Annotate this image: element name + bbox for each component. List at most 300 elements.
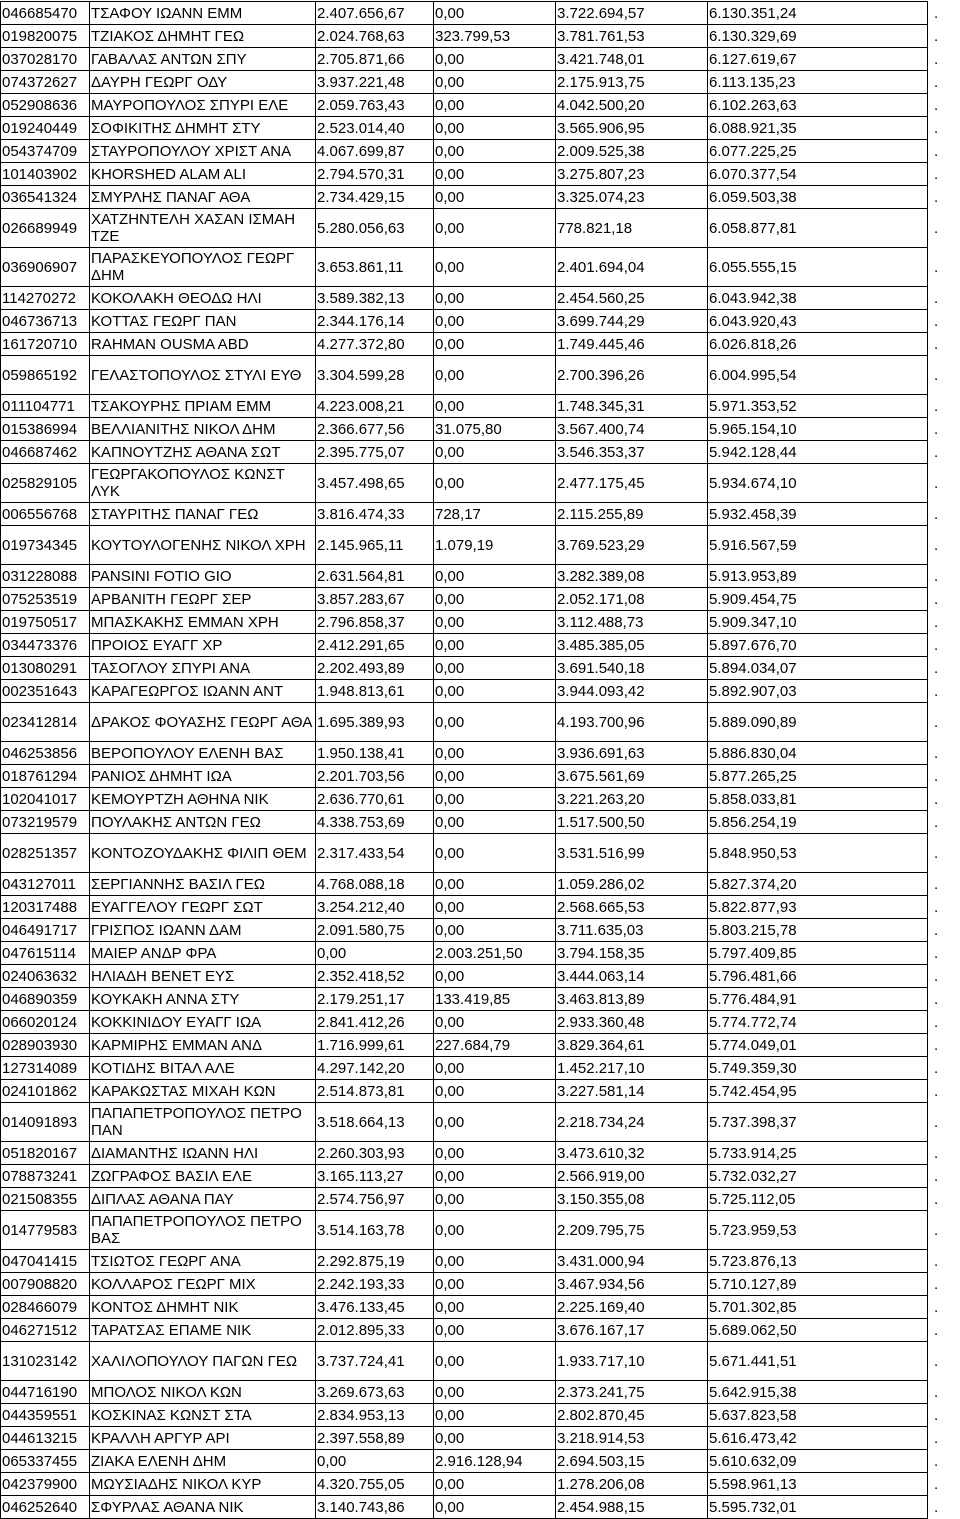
amount-2-cell: 0,00 xyxy=(434,1211,556,1250)
amount-1-cell: 3.254.212,40 xyxy=(316,896,434,919)
afm-cell: 042379900 xyxy=(1,1473,90,1496)
amount-1-cell: 0,00 xyxy=(316,942,434,965)
total-cell: 5.733.914,25 xyxy=(708,1142,928,1165)
amount-2-cell: 0,00 xyxy=(434,1319,556,1342)
table-row xyxy=(1,1473,958,1496)
amount-2-cell: 2.916.128,94 xyxy=(434,1450,556,1473)
total-cell: 5.934.674,10 xyxy=(708,464,928,503)
amount-1-cell: 2.395.775,07 xyxy=(316,441,434,464)
afm-cell: 101403902 xyxy=(1,163,90,186)
amount-2-cell: 0,00 xyxy=(434,287,556,310)
total-cell: 5.689.062,50 xyxy=(708,1319,928,1342)
total-cell: 5.742.454,95 xyxy=(708,1080,928,1103)
amount-1-cell: 4.338.753,69 xyxy=(316,811,434,834)
total-cell: 5.889.090,89 xyxy=(708,703,928,742)
amount-1-cell: 3.518.664,13 xyxy=(316,1103,434,1142)
table-row xyxy=(1,395,958,418)
amount-3-cell: 3.936.691,63 xyxy=(556,742,708,765)
table-row xyxy=(1,565,958,588)
name-cell: ΜΠΟΛΟΣ ΝΙΚΟΛ ΚΩΝ xyxy=(90,1381,316,1404)
table-row xyxy=(1,441,958,464)
name-cell: ΜΩΥΣΙΑΔΗΣ ΝΙΚΟΛ ΚΥΡ xyxy=(90,1473,316,1496)
table-row xyxy=(1,186,958,209)
amount-1-cell: 2.796.858,37 xyxy=(316,611,434,634)
total-cell: 6.070.377,54 xyxy=(708,163,928,186)
dot-cell: . xyxy=(934,944,939,962)
amount-1-cell: 2.734.429,15 xyxy=(316,186,434,209)
table-row xyxy=(1,742,958,765)
amount-3-cell: 3.944.093,42 xyxy=(556,680,708,703)
amount-2-cell: 0,00 xyxy=(434,1273,556,1296)
total-cell: 6.059.503,38 xyxy=(708,186,928,209)
table-row xyxy=(1,1034,958,1057)
amount-2-cell: 0,00 xyxy=(434,441,556,464)
name-cell: ΠΟΥΛΑΚΗΣ ΑΝΤΩΝ ΓΕΩ xyxy=(90,811,316,834)
total-cell: 6.043.920,43 xyxy=(708,310,928,333)
amount-3-cell: 3.676.167,17 xyxy=(556,1319,708,1342)
amount-1-cell: 2.201.703,56 xyxy=(316,765,434,788)
afm-cell: 131023142 xyxy=(1,1342,90,1381)
dot-cell: . xyxy=(934,744,939,762)
dot-cell: . xyxy=(934,1113,939,1131)
name-cell: ΚΟΤΤΑΣ ΓΕΩΡΓ ΠΑΝ xyxy=(90,310,316,333)
name-cell: ΔΡΑΚΟΣ ΦΟΥΑΣΗΣ ΓΕΩΡΓ ΑΘΑ xyxy=(90,703,316,742)
afm-cell: 031228088 xyxy=(1,565,90,588)
total-cell: 5.749.359,30 xyxy=(708,1057,928,1080)
amount-1-cell: 2.091.580,75 xyxy=(316,919,434,942)
amount-1-cell: 2.317.433,54 xyxy=(316,834,434,873)
amount-2-cell: 0,00 xyxy=(434,873,556,896)
name-cell: ΣΟΦΙΚΙΤΗΣ ΔΗΜΗΤ ΣΤΥ xyxy=(90,117,316,140)
amount-3-cell: 3.221.263,20 xyxy=(556,788,708,811)
table-row xyxy=(1,1250,958,1273)
dot-cell: . xyxy=(934,1298,939,1316)
total-cell: 5.942.128,44 xyxy=(708,441,928,464)
amount-3-cell: 3.711.635,03 xyxy=(556,919,708,942)
total-cell: 5.723.959,53 xyxy=(708,1211,928,1250)
name-cell: ΤΑΣΟΓΛΟΥ ΣΠΥΡΙ ΑΝΑ xyxy=(90,657,316,680)
table-row xyxy=(1,965,958,988)
name-cell: ΑΡΒΑΝΙΤΗ ΓΕΩΡΓ ΣΕΡ xyxy=(90,588,316,611)
amount-3-cell: 1.059.286,02 xyxy=(556,873,708,896)
afm-cell: 011104771 xyxy=(1,395,90,418)
total-cell: 5.858.033,81 xyxy=(708,788,928,811)
total-cell: 5.827.374,20 xyxy=(708,873,928,896)
name-cell: ΤΣΙΩΤΟΣ ΓΕΩΡΓ ΑΝΑ xyxy=(90,1250,316,1273)
amount-1-cell: 0,00 xyxy=(316,1450,434,1473)
table-row xyxy=(1,1381,958,1404)
total-cell: 5.710.127,89 xyxy=(708,1273,928,1296)
total-cell: 6.058.877,81 xyxy=(708,209,928,248)
name-cell: ΠΑΠΑΠΕΤΡΟΠΟΥΛΟΣ ΠΕΤΡΟ ΠΑΝ xyxy=(90,1103,316,1142)
afm-cell: 043127011 xyxy=(1,873,90,896)
afm-cell: 066020124 xyxy=(1,1011,90,1034)
amount-1-cell: 2.412.291,65 xyxy=(316,634,434,657)
amount-1-cell: 1.695.389,93 xyxy=(316,703,434,742)
amount-3-cell: 2.218.734,24 xyxy=(556,1103,708,1142)
dot-cell: . xyxy=(934,1082,939,1100)
name-cell: ΣΦΥΡΛΑΣ ΑΘΑΝΑ ΝΙΚ xyxy=(90,1496,316,1519)
afm-cell: 046685470 xyxy=(1,2,90,25)
afm-cell: 059865192 xyxy=(1,356,90,395)
amount-3-cell: 3.431.000,94 xyxy=(556,1250,708,1273)
dot-cell: . xyxy=(934,1498,939,1516)
dot-cell: . xyxy=(934,636,939,654)
dot-cell: . xyxy=(934,1036,939,1054)
dot-cell: . xyxy=(934,96,939,114)
amount-2-cell: 0,00 xyxy=(434,834,556,873)
amount-2-cell: 0,00 xyxy=(434,117,556,140)
afm-cell: 120317488 xyxy=(1,896,90,919)
amount-1-cell: 3.304.599,28 xyxy=(316,356,434,395)
afm-cell: 021508355 xyxy=(1,1188,90,1211)
dot-cell: . xyxy=(934,73,939,91)
amount-3-cell: 2.700.396,26 xyxy=(556,356,708,395)
total-cell: 5.822.877,93 xyxy=(708,896,928,919)
dot-cell: . xyxy=(934,1221,939,1239)
name-cell: ΣΜΥΡΛΗΣ ΠΑΝΑΓ ΑΘΑ xyxy=(90,186,316,209)
dot-cell: . xyxy=(934,188,939,206)
name-cell: ΣΤΑΥΡΟΠΟΥΛΟΥ ΧΡΙΣΤ ΑΝΑ xyxy=(90,140,316,163)
afm-cell: 028903930 xyxy=(1,1034,90,1057)
amount-3-cell: 2.401.694,04 xyxy=(556,248,708,287)
name-cell: ΒΕΛΛΙΑΝΙΤΗΣ ΝΙΚΟΛ ΔΗΜ xyxy=(90,418,316,441)
amount-1-cell: 1.948.813,61 xyxy=(316,680,434,703)
amount-1-cell: 3.589.382,13 xyxy=(316,287,434,310)
amount-3-cell: 2.209.795,75 xyxy=(556,1211,708,1250)
amount-2-cell: 0,00 xyxy=(434,611,556,634)
amount-2-cell: 0,00 xyxy=(434,765,556,788)
name-cell: ΔΑΥΡΗ ΓΕΩΡΓ ΟΔΥ xyxy=(90,71,316,94)
amount-2-cell: 0,00 xyxy=(434,1057,556,1080)
amount-3-cell: 2.454.560,25 xyxy=(556,287,708,310)
total-cell: 5.725.112,05 xyxy=(708,1188,928,1211)
total-cell: 5.971.353,52 xyxy=(708,395,928,418)
amount-1-cell: 2.841.412,26 xyxy=(316,1011,434,1034)
table-row xyxy=(1,163,958,186)
table-row xyxy=(1,788,958,811)
name-cell: ΚΟΝΤΟΖΟΥΔΑΚΗΣ ΦΙΛΙΠ ΘΕΜ xyxy=(90,834,316,873)
amount-3-cell: 2.225.169,40 xyxy=(556,1296,708,1319)
table-row xyxy=(1,1450,958,1473)
name-cell: ΧΑΛΙΛΟΠΟΥΛΟΥ ΠΑΓΩΝ ΓΕΩ xyxy=(90,1342,316,1381)
total-cell: 5.610.632,09 xyxy=(708,1450,928,1473)
dot-cell: . xyxy=(934,682,939,700)
afm-cell: 074372627 xyxy=(1,71,90,94)
amount-2-cell: 0,00 xyxy=(434,140,556,163)
afm-cell: 036906907 xyxy=(1,248,90,287)
amount-3-cell: 3.275.807,23 xyxy=(556,163,708,186)
amount-1-cell: 2.179.251,17 xyxy=(316,988,434,1011)
amount-3-cell: 3.473.610,32 xyxy=(556,1142,708,1165)
amount-1-cell: 2.059.763,43 xyxy=(316,94,434,117)
table-row xyxy=(1,703,958,742)
amount-2-cell: 0,00 xyxy=(434,186,556,209)
amount-2-cell: 0,00 xyxy=(434,356,556,395)
dot-cell: . xyxy=(934,165,939,183)
amount-2-cell: 1.079,19 xyxy=(434,526,556,565)
amount-3-cell: 1.933.717,10 xyxy=(556,1342,708,1381)
amount-2-cell: 227.684,79 xyxy=(434,1034,556,1057)
dot-cell: . xyxy=(934,219,939,237)
dot-cell: . xyxy=(934,1352,939,1370)
afm-cell: 019750517 xyxy=(1,611,90,634)
table-row xyxy=(1,140,958,163)
name-cell: ΔΙΠΛΑΣ ΑΘΑΝΑ ΠΑΥ xyxy=(90,1188,316,1211)
amount-2-cell: 0,00 xyxy=(434,703,556,742)
dot-cell: . xyxy=(934,713,939,731)
name-cell: ΠΑΡΑΣΚΕΥΟΠΟΥΛΟΣ ΓΕΩΡΓ ΔΗΜ xyxy=(90,248,316,287)
table-row xyxy=(1,1011,958,1034)
total-cell: 5.637.823,58 xyxy=(708,1404,928,1427)
name-cell: ΒΕΡΟΠΟΥΛΟΥ ΕΛΕΝΗ ΒΑΣ xyxy=(90,742,316,765)
dot-cell: . xyxy=(934,289,939,307)
amount-3-cell: 1.749.445,46 xyxy=(556,333,708,356)
amount-2-cell: 728,17 xyxy=(434,503,556,526)
amount-1-cell: 3.653.861,11 xyxy=(316,248,434,287)
afm-cell: 075253519 xyxy=(1,588,90,611)
amount-3-cell: 2.694.503,15 xyxy=(556,1450,708,1473)
afm-cell: 065337455 xyxy=(1,1450,90,1473)
name-cell: ΚΑΠΝΟΥΤΖΗΣ ΑΘΑΝΑ ΣΩΤ xyxy=(90,441,316,464)
afm-cell: 161720710 xyxy=(1,333,90,356)
amount-1-cell: 2.407.656,67 xyxy=(316,2,434,25)
amount-2-cell: 31.075,80 xyxy=(434,418,556,441)
total-cell: 5.642.915,38 xyxy=(708,1381,928,1404)
amount-3-cell: 3.150.355,08 xyxy=(556,1188,708,1211)
table-row xyxy=(1,919,958,942)
amount-2-cell: 0,00 xyxy=(434,965,556,988)
afm-cell: 054374709 xyxy=(1,140,90,163)
afm-cell: 034473376 xyxy=(1,634,90,657)
table-row xyxy=(1,634,958,657)
table-row xyxy=(1,356,958,395)
amount-1-cell: 3.269.673,63 xyxy=(316,1381,434,1404)
name-cell: ΚΑΡΜΙΡΗΣ ΕΜΜΑΝ ΑΝΔ xyxy=(90,1034,316,1057)
table-row xyxy=(1,896,958,919)
amount-3-cell: 1.278.206,08 xyxy=(556,1473,708,1496)
amount-3-cell: 3.227.581,14 xyxy=(556,1080,708,1103)
name-cell: ΤΣΑΦΟΥ ΙΩΑΝΝ ΕΜΜ xyxy=(90,2,316,25)
amount-1-cell: 2.260.303,93 xyxy=(316,1142,434,1165)
amount-3-cell: 2.933.360,48 xyxy=(556,1011,708,1034)
afm-cell: 026689949 xyxy=(1,209,90,248)
afm-cell: 047615114 xyxy=(1,942,90,965)
dot-cell: . xyxy=(934,420,939,438)
afm-cell: 114270272 xyxy=(1,287,90,310)
amount-3-cell: 3.691.540,18 xyxy=(556,657,708,680)
name-cell: ΚΑΡΑΓΕΩΡΓΟΣ ΙΩΑΝΝ ΑΝΤ xyxy=(90,680,316,703)
table-row xyxy=(1,1188,958,1211)
dot-cell: . xyxy=(934,790,939,808)
name-cell: ΣΤΑΥΡΙΤΗΣ ΠΑΝΑΓ ΓΕΩ xyxy=(90,503,316,526)
dot-cell: . xyxy=(934,27,939,45)
amount-2-cell: 0,00 xyxy=(434,1250,556,1273)
amount-3-cell: 1.452.217,10 xyxy=(556,1057,708,1080)
amount-1-cell: 2.636.770,61 xyxy=(316,788,434,811)
dot-cell: . xyxy=(934,1275,939,1293)
afm-cell: 015386994 xyxy=(1,418,90,441)
amount-2-cell: 0,00 xyxy=(434,163,556,186)
table-row xyxy=(1,1342,958,1381)
amount-2-cell: 0,00 xyxy=(434,1142,556,1165)
amount-2-cell: 0,00 xyxy=(434,1011,556,1034)
dot-cell: . xyxy=(934,898,939,916)
total-cell: 5.723.876,13 xyxy=(708,1250,928,1273)
amount-3-cell: 3.325.074,23 xyxy=(556,186,708,209)
name-cell: ΠΑΠΑΠΕΤΡΟΠΟΥΛΟΣ ΠΕΤΡΟ ΒΑΣ xyxy=(90,1211,316,1250)
dot-cell: . xyxy=(934,659,939,677)
name-cell: ΧΑΤΖΗΝΤΕΛΗ ΧΑΣΑΝ ΙΣΜΑΗ ΤΖΕ xyxy=(90,209,316,248)
amount-2-cell: 0,00 xyxy=(434,48,556,71)
afm-cell: 046736713 xyxy=(1,310,90,333)
amount-2-cell: 0,00 xyxy=(434,464,556,503)
table-row xyxy=(1,1404,958,1427)
table-row xyxy=(1,1211,958,1250)
table-row xyxy=(1,503,958,526)
amount-3-cell: 3.565.906,95 xyxy=(556,117,708,140)
afm-cell: 028251357 xyxy=(1,834,90,873)
name-cell: ΚΟΥΚΑΚΗ ΑΝΝΑ ΣΤΥ xyxy=(90,988,316,1011)
amount-3-cell: 3.769.523,29 xyxy=(556,526,708,565)
amount-3-cell: 3.794.158,35 xyxy=(556,942,708,965)
table-row xyxy=(1,1319,958,1342)
dot-cell: . xyxy=(934,921,939,939)
amount-1-cell: 4.768.088,18 xyxy=(316,873,434,896)
name-cell: KHORSHED ALAM ALI xyxy=(90,163,316,186)
dot-cell: . xyxy=(934,312,939,330)
amount-2-cell: 0,00 xyxy=(434,209,556,248)
table-row xyxy=(1,873,958,896)
amount-1-cell: 3.857.283,67 xyxy=(316,588,434,611)
table-row xyxy=(1,71,958,94)
table-row xyxy=(1,1142,958,1165)
dot-cell: . xyxy=(934,1059,939,1077)
afm-cell: 019820075 xyxy=(1,25,90,48)
amount-3-cell: 3.485.385,05 xyxy=(556,634,708,657)
amount-1-cell: 2.397.558,89 xyxy=(316,1427,434,1450)
name-cell: ΕΥΑΓΓΕΛΟΥ ΓΕΩΡΓ ΣΩΤ xyxy=(90,896,316,919)
table-row xyxy=(1,988,958,1011)
table-row xyxy=(1,526,958,565)
afm-cell: 006556768 xyxy=(1,503,90,526)
total-cell: 5.776.484,91 xyxy=(708,988,928,1011)
afm-cell: 014091893 xyxy=(1,1103,90,1142)
amount-1-cell: 2.024.768,63 xyxy=(316,25,434,48)
amount-3-cell: 3.282.389,08 xyxy=(556,565,708,588)
afm-cell: 028466079 xyxy=(1,1296,90,1319)
amount-2-cell: 0,00 xyxy=(434,94,556,117)
table-row xyxy=(1,811,958,834)
amount-2-cell: 0,00 xyxy=(434,1080,556,1103)
table-row xyxy=(1,611,958,634)
amount-1-cell: 3.514.163,78 xyxy=(316,1211,434,1250)
amount-3-cell: 2.175.913,75 xyxy=(556,71,708,94)
name-cell: ΚΟΚΚΙΝΙΔΟΥ ΕΥΑΓΓ ΙΩΑ xyxy=(90,1011,316,1034)
amount-3-cell: 2.115.255,89 xyxy=(556,503,708,526)
dot-cell: . xyxy=(934,767,939,785)
amount-1-cell: 3.937.221,48 xyxy=(316,71,434,94)
afm-cell: 044716190 xyxy=(1,1381,90,1404)
dot-cell: . xyxy=(934,1406,939,1424)
amount-3-cell: 1.517.500,50 xyxy=(556,811,708,834)
table-row xyxy=(1,464,958,503)
afm-cell: 078873241 xyxy=(1,1165,90,1188)
amount-2-cell: 0,00 xyxy=(434,1473,556,1496)
amount-2-cell: 0,00 xyxy=(434,2,556,25)
amount-1-cell: 4.320.755,05 xyxy=(316,1473,434,1496)
name-cell: ΗΛΙΑΔΗ ΒΕΝΕΤ ΕΥΣ xyxy=(90,965,316,988)
name-cell: ΚΟΣΚΙΝΑΣ ΚΩΝΣΤ ΣΤΑ xyxy=(90,1404,316,1427)
table-row xyxy=(1,1103,958,1142)
afm-cell: 013080291 xyxy=(1,657,90,680)
amount-3-cell: 2.373.241,75 xyxy=(556,1381,708,1404)
table-row xyxy=(1,1273,958,1296)
afm-cell: 025829105 xyxy=(1,464,90,503)
afm-cell: 036541324 xyxy=(1,186,90,209)
amount-3-cell: 3.463.813,89 xyxy=(556,988,708,1011)
total-cell: 5.965.154,10 xyxy=(708,418,928,441)
total-cell: 5.732.032,27 xyxy=(708,1165,928,1188)
total-cell: 5.913.953,89 xyxy=(708,565,928,588)
amount-2-cell: 0,00 xyxy=(434,565,556,588)
total-cell: 6.026.818,26 xyxy=(708,333,928,356)
name-cell: ΤΖΙΑΚΟΣ ΔΗΜΗΤ ΓΕΩ xyxy=(90,25,316,48)
amount-1-cell: 2.344.176,14 xyxy=(316,310,434,333)
name-cell: ΚΡΑΛΛΗ ΑΡΓΥΡ ΑΡΙ xyxy=(90,1427,316,1450)
amount-3-cell: 2.052.171,08 xyxy=(556,588,708,611)
amount-2-cell: 0,00 xyxy=(434,919,556,942)
dot-cell: . xyxy=(934,813,939,831)
amount-3-cell: 4.042.500,20 xyxy=(556,94,708,117)
table-row xyxy=(1,117,958,140)
afm-cell: 052908636 xyxy=(1,94,90,117)
amount-1-cell: 2.292.875,19 xyxy=(316,1250,434,1273)
afm-cell: 037028170 xyxy=(1,48,90,71)
name-cell: ΤΑΡΑΤΣΑΣ ΕΠΑΜΕ ΝΙΚ xyxy=(90,1319,316,1342)
dot-cell: . xyxy=(934,366,939,384)
total-cell: 5.892.907,03 xyxy=(708,680,928,703)
amount-2-cell: 2.003.251,50 xyxy=(434,942,556,965)
table-row xyxy=(1,209,958,248)
amount-1-cell: 4.223.008,21 xyxy=(316,395,434,418)
amount-3-cell: 3.567.400,74 xyxy=(556,418,708,441)
records-table xyxy=(0,1,958,1519)
afm-cell: 014779583 xyxy=(1,1211,90,1250)
dot-cell: . xyxy=(934,397,939,415)
total-cell: 6.130.329,69 xyxy=(708,25,928,48)
dot-cell: . xyxy=(934,1475,939,1493)
amount-3-cell: 3.546.353,37 xyxy=(556,441,708,464)
name-cell: RAHMAN OUSMA ABD xyxy=(90,333,316,356)
total-cell: 5.848.950,53 xyxy=(708,834,928,873)
total-cell: 6.113.135,23 xyxy=(708,71,928,94)
total-cell: 6.004.995,54 xyxy=(708,356,928,395)
amount-1-cell: 3.140.743,86 xyxy=(316,1496,434,1519)
table-row xyxy=(1,942,958,965)
afm-cell: 046252640 xyxy=(1,1496,90,1519)
dot-cell: . xyxy=(934,119,939,137)
amount-3-cell: 3.218.914,53 xyxy=(556,1427,708,1450)
amount-1-cell: 2.202.493,89 xyxy=(316,657,434,680)
dot-cell: . xyxy=(934,1383,939,1401)
afm-cell: 024101862 xyxy=(1,1080,90,1103)
amount-1-cell: 3.476.133,45 xyxy=(316,1296,434,1319)
afm-cell: 073219579 xyxy=(1,811,90,834)
amount-2-cell: 0,00 xyxy=(434,634,556,657)
total-cell: 5.877.265,25 xyxy=(708,765,928,788)
total-cell: 5.737.398,37 xyxy=(708,1103,928,1142)
